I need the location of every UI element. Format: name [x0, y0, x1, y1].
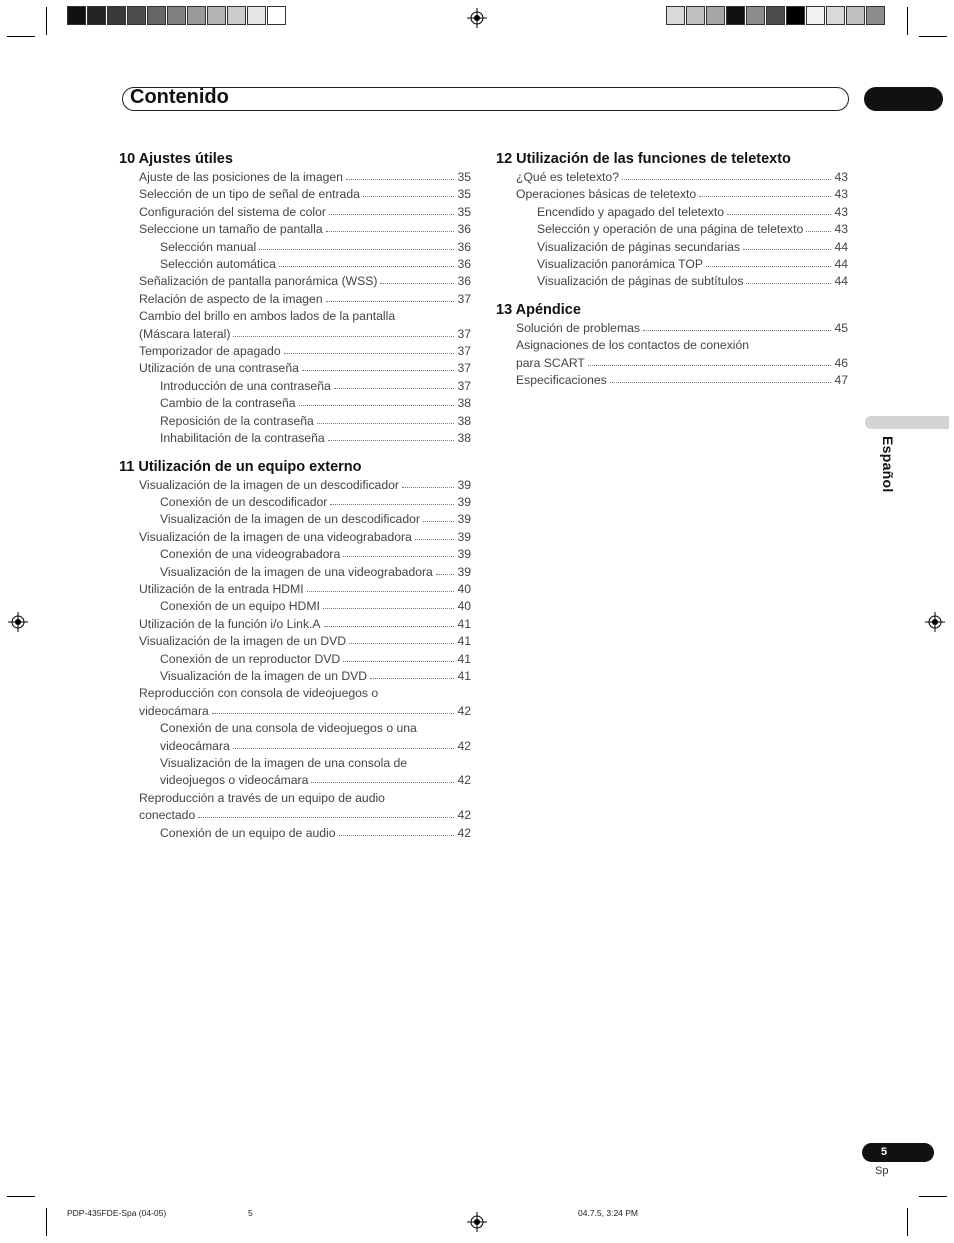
toc-entry[interactable]	[119, 616, 471, 633]
dot-leader	[380, 282, 454, 284]
page-number: 5	[881, 1146, 888, 1158]
dot-leader	[415, 538, 455, 540]
toc-entry[interactable]	[119, 326, 471, 343]
dot-leader	[370, 677, 454, 679]
page-number-badge	[862, 1143, 934, 1162]
toc-entry-text: Encendido y apagado del teletexto	[537, 204, 725, 219]
toc-entry-text: Conexión de un equipo HDMI	[160, 599, 320, 614]
toc-section-title[interactable]: 13 Apéndice	[496, 301, 581, 318]
toc-entry-text: Especificaciones	[516, 373, 607, 388]
toc-entry-text: Visualización de la imagen de una videograbadora	[160, 564, 433, 579]
toc-section-title[interactable]: 10 Ajustes útiles	[119, 151, 233, 167]
registration-mark-icon	[8, 612, 28, 632]
toc-section	[496, 300, 848, 390]
toc-entry-text: videocámara	[139, 703, 209, 718]
dot-leader	[302, 369, 455, 371]
toc-entry-line	[119, 755, 471, 772]
toc-entry-line	[119, 685, 471, 702]
toc-section	[119, 457, 471, 843]
crop-mark	[919, 1196, 947, 1197]
toc-entry-text: Temporizador de apagado	[139, 344, 281, 359]
toc-entry-text: Conexión de un descodificador	[160, 494, 328, 509]
toc-column-right	[496, 149, 848, 398]
color-swatch	[686, 6, 705, 25]
dot-leader	[346, 178, 455, 180]
toc-entry-text: Visualización panorámica TOP	[537, 257, 703, 272]
toc-entry[interactable]	[119, 343, 471, 360]
toc-page-number: 42	[457, 808, 471, 823]
dot-leader	[339, 834, 455, 836]
toc-entry[interactable]	[496, 169, 848, 186]
toc-page-number: 37	[457, 344, 471, 359]
toc-entry-text: Conexión de una consola de videojuegos o una	[160, 721, 417, 736]
color-swatch	[267, 6, 286, 25]
toc-entry-text: Relación de aspecto de la imagen	[139, 291, 323, 306]
dot-leader	[330, 503, 454, 505]
toc-page-number: 37	[457, 361, 471, 376]
toc-entry-text: Utilización de la función i/o Link.A	[139, 616, 321, 631]
toc-entry[interactable]	[119, 546, 471, 563]
dot-leader	[436, 573, 455, 575]
toc-page-number: 39	[457, 547, 471, 562]
toc-page-number: 41	[457, 668, 471, 683]
toc-entry-text: ¿Qué es teletexto?	[516, 170, 619, 184]
toc-entry-text: Introducción de una contraseña	[160, 378, 331, 393]
toc-page-number: 39	[457, 564, 471, 579]
dot-leader	[343, 555, 454, 557]
toc-entry-text: (Máscara lateral)	[139, 326, 231, 341]
color-swatch	[806, 6, 825, 25]
language-label: Español	[880, 436, 896, 493]
toc-entry[interactable]	[119, 807, 471, 824]
dot-leader	[743, 248, 831, 250]
toc-page-number: 43	[834, 187, 848, 202]
toc-entry[interactable]	[119, 598, 471, 615]
color-swatch	[227, 6, 246, 25]
toc-page-number: 44	[834, 239, 848, 254]
toc-entry-text: Reproducción con consola de videojuegos o	[139, 686, 379, 701]
crop-mark	[907, 1208, 908, 1236]
toc-entry-text: conectado	[139, 808, 196, 823]
crop-mark	[46, 7, 47, 35]
toc-entry-text: videojuegos o videocámara	[160, 773, 309, 788]
toc-page-number: 40	[457, 581, 471, 596]
toc-page-number: 35	[457, 170, 471, 184]
color-swatch	[746, 6, 765, 25]
dot-leader	[259, 248, 454, 250]
color-swatch	[706, 6, 725, 25]
crop-mark	[919, 36, 947, 37]
toc-page-number: 42	[457, 773, 471, 788]
dot-leader	[343, 660, 454, 662]
toc-entry-text: Utilización de una contraseña	[139, 361, 299, 376]
toc-entry[interactable]	[496, 355, 848, 372]
toc-entry-text: videocámara	[160, 738, 230, 753]
footer-datetime: 04.7.5, 3:24 PM	[578, 1208, 639, 1218]
toc-entry[interactable]	[119, 413, 471, 430]
toc-entry-text: Visualización de la imagen de un descodificador	[160, 512, 420, 527]
dot-leader	[699, 195, 831, 197]
toc-entry-text: Reposición de la contraseña	[160, 413, 314, 428]
toc-section	[496, 149, 848, 291]
toc-entry[interactable]	[119, 651, 471, 668]
toc-page-number: 36	[457, 274, 471, 289]
dot-leader	[328, 439, 455, 441]
toc-entry[interactable]	[119, 204, 471, 221]
color-swatch	[247, 6, 266, 25]
toc-entry-text: Visualización de la imagen de una consola de	[160, 756, 408, 770]
toc-entry-text: Selección manual	[160, 239, 257, 254]
toc-entry[interactable]	[119, 581, 471, 598]
color-swatch	[67, 6, 86, 25]
dot-leader	[233, 335, 454, 337]
toc-entry-text: Selección y operación de una página de teletexto	[537, 222, 804, 237]
toc-entry[interactable]	[119, 633, 471, 650]
toc-entry[interactable]	[119, 239, 471, 256]
color-swatch	[147, 6, 166, 25]
dot-leader	[323, 607, 455, 609]
toc-page-number: 38	[457, 396, 471, 411]
toc-entry-text: Cambio del brillo en ambos lados de la pantalla	[139, 309, 396, 324]
toc-entry-text: Selección de un tipo de señal de entrada	[139, 187, 360, 202]
footer-page: 5	[248, 1208, 253, 1218]
dot-leader	[622, 178, 831, 180]
dot-leader	[233, 747, 455, 749]
toc-page-number: 43	[834, 222, 848, 237]
toc-entry-text: Configuración del sistema de color	[139, 204, 326, 219]
title-frame	[122, 87, 849, 111]
toc-entry[interactable]	[496, 221, 848, 238]
color-swatch	[766, 6, 785, 25]
color-swatch	[786, 6, 805, 25]
toc-entry[interactable]	[496, 204, 848, 221]
toc-page-number: 42	[457, 703, 471, 718]
color-swatch	[826, 6, 845, 25]
dot-leader	[329, 213, 454, 215]
toc-section-title[interactable]: 12 Utilización de las funciones de teletexto	[496, 151, 791, 167]
toc-entry-text: Utilización de la entrada HDMI	[139, 581, 304, 596]
toc-entry-text: Señalización de pantalla panorámica (WSS)	[139, 274, 378, 289]
dot-leader	[317, 422, 455, 424]
color-swatch	[167, 6, 186, 25]
toc-page-number: 43	[834, 204, 848, 219]
toc-page-number: 35	[457, 204, 471, 219]
toc-page-number: 37	[457, 378, 471, 393]
toc-page-number: 42	[457, 825, 471, 840]
color-swatch	[666, 6, 685, 25]
toc-page-number: 46	[834, 355, 848, 370]
toc-entry-text: Inhabilitación de la contraseña	[160, 431, 325, 446]
dot-leader	[806, 230, 831, 232]
toc-page-number: 47	[834, 373, 848, 388]
toc-page-number: 41	[457, 616, 471, 631]
language-tab	[865, 416, 949, 429]
dot-leader	[284, 352, 455, 354]
toc-entry[interactable]	[119, 772, 471, 789]
toc-entry[interactable]	[496, 186, 848, 203]
toc-page-number: 42	[457, 738, 471, 753]
dot-leader	[299, 404, 455, 406]
color-swatch	[187, 6, 206, 25]
toc-entry-line	[119, 308, 471, 325]
dot-leader	[706, 265, 831, 267]
dot-leader	[727, 213, 831, 215]
toc-entry-text: Visualización de la imagen de un DVD	[139, 634, 347, 649]
dot-leader	[423, 520, 454, 522]
dot-leader	[746, 282, 831, 284]
toc-entry-line	[496, 337, 848, 354]
toc-entry-text: para SCART	[516, 355, 585, 370]
toc-entry[interactable]	[119, 564, 471, 581]
toc-entry[interactable]	[119, 395, 471, 412]
toc-entry[interactable]	[119, 291, 471, 308]
registration-mark-icon	[467, 8, 487, 28]
toc-page-number: 37	[457, 326, 471, 341]
toc-entry[interactable]	[119, 511, 471, 528]
dot-leader	[334, 387, 455, 389]
toc-page-number: 41	[457, 634, 471, 649]
toc-entry[interactable]	[119, 668, 471, 685]
toc-page-number: 38	[457, 431, 471, 446]
toc-entry[interactable]	[496, 320, 848, 337]
crop-mark	[907, 7, 908, 35]
toc-page-number: 35	[457, 187, 471, 202]
toc-entry[interactable]	[119, 825, 471, 842]
toc-entry-text: Visualización de la imagen de un DVD	[160, 668, 368, 683]
page-language-code: Sp	[875, 1165, 889, 1177]
toc-entry-line	[119, 790, 471, 807]
toc-entry[interactable]	[119, 273, 471, 290]
color-swatch	[846, 6, 865, 25]
registration-mark-icon	[925, 612, 945, 632]
toc-entry-text: Solución de problemas	[516, 320, 640, 335]
dot-leader	[198, 816, 454, 818]
toc-entry[interactable]	[119, 529, 471, 546]
toc-page-number: 45	[834, 320, 848, 335]
toc-section	[119, 149, 471, 448]
toc-entry[interactable]	[119, 494, 471, 511]
dot-leader	[326, 230, 455, 232]
toc-entry[interactable]	[119, 430, 471, 447]
toc-entry[interactable]	[119, 738, 471, 755]
toc-page-number: 43	[834, 170, 848, 184]
dot-leader	[402, 486, 454, 488]
toc-entry-text: Conexión de un equipo de audio	[160, 825, 336, 840]
dot-leader	[363, 195, 455, 197]
color-swatch	[207, 6, 226, 25]
toc-entry-text: Asignaciones de los contactos de conexión	[516, 338, 750, 353]
crop-mark	[7, 36, 35, 37]
dot-leader	[643, 329, 831, 331]
chapter-tab	[864, 87, 943, 111]
toc-entry[interactable]	[496, 372, 848, 389]
dot-leader	[311, 781, 454, 783]
toc-entry-text: Visualización de la imagen de una videograbadora	[139, 529, 412, 544]
toc-entry[interactable]	[496, 256, 848, 273]
color-swatch	[866, 6, 885, 25]
dot-leader	[279, 265, 455, 267]
toc-entry[interactable]	[496, 273, 848, 290]
toc-page-number: 39	[457, 529, 471, 544]
toc-page-number: 41	[457, 651, 471, 666]
toc-entry-text: Conexión de un reproductor DVD	[160, 651, 341, 666]
toc-entry-text: Cambio de la contraseña	[160, 396, 296, 411]
color-swatch	[726, 6, 745, 25]
page-title: Contenido	[130, 86, 229, 108]
toc-page-number: 37	[457, 291, 471, 306]
dot-leader	[610, 381, 832, 383]
dot-leader	[326, 300, 455, 302]
dot-leader	[349, 642, 454, 644]
toc-entry-line	[119, 720, 471, 737]
toc-entry[interactable]	[119, 477, 471, 494]
crop-mark	[46, 1208, 47, 1236]
dot-leader	[588, 364, 832, 366]
toc-entry-text: Reproducción a través de un equipo de audio	[139, 790, 385, 805]
registration-mark-icon	[467, 1212, 487, 1232]
toc-entry-text: Conexión de una videograbadora	[160, 547, 341, 562]
toc-column-left	[119, 149, 471, 851]
toc-entry-text: Selección automática	[160, 257, 276, 272]
color-swatch	[87, 6, 106, 25]
toc-page-number: 38	[457, 413, 471, 428]
crop-mark	[7, 1196, 35, 1197]
toc-entry[interactable]	[119, 360, 471, 377]
toc-entry[interactable]	[119, 221, 471, 238]
toc-entry[interactable]	[496, 239, 848, 256]
toc-entry-text: Seleccione un tamaño de pantalla	[139, 222, 323, 237]
toc-page-number: 39	[457, 512, 471, 527]
dot-leader	[324, 625, 455, 627]
toc-entry[interactable]	[119, 703, 471, 720]
toc-entry-text: Visualización de la imagen de un descodificador	[139, 477, 399, 492]
toc-entry-text: Ajuste de las posiciones de la imagen	[139, 170, 343, 184]
color-swatch	[127, 6, 146, 25]
toc-page-number: 39	[457, 494, 471, 509]
dot-leader	[307, 590, 455, 592]
toc-entry-text: Visualización de páginas secundarias	[537, 239, 741, 254]
toc-page-number: 40	[457, 599, 471, 614]
footer-file: PDP-435FDE-Spa (04-05)	[67, 1208, 167, 1218]
toc-page-number: 44	[834, 257, 848, 272]
toc-page-number: 44	[834, 274, 848, 289]
toc-entry[interactable]	[119, 378, 471, 395]
toc-entry-text: Operaciones básicas de teletexto	[516, 187, 697, 202]
dot-leader	[212, 712, 455, 714]
color-swatch	[107, 6, 126, 25]
toc-page-number: 36	[457, 257, 471, 272]
toc-entry[interactable]	[119, 169, 471, 186]
toc-entry-text: Visualización de páginas de subtítulos	[537, 274, 744, 289]
toc-entry[interactable]	[119, 256, 471, 273]
toc-page-number: 39	[457, 477, 471, 492]
toc-entry[interactable]	[119, 186, 471, 203]
toc-page-number: 36	[457, 239, 471, 254]
toc-page-number: 36	[457, 222, 471, 237]
toc-section-title[interactable]: 11 Utilización de un equipo externo	[119, 458, 362, 475]
